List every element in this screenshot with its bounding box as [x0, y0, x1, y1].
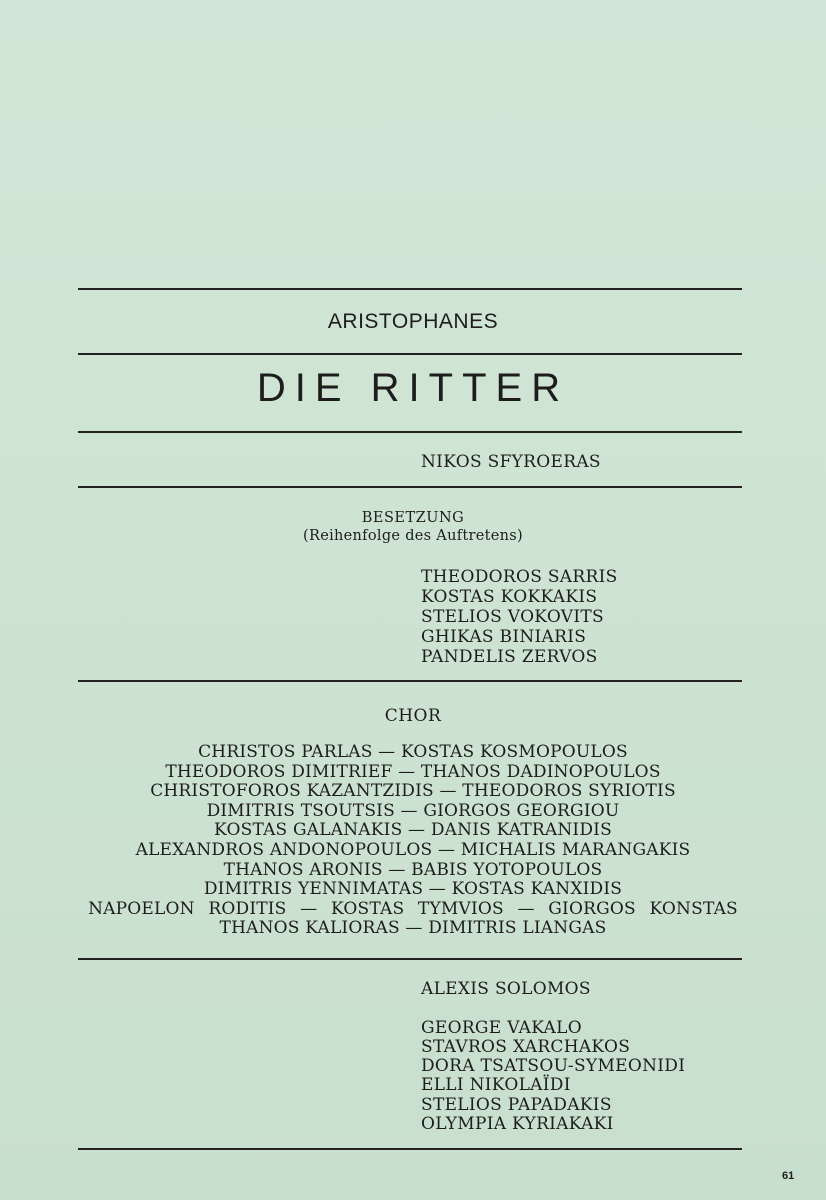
- crew-name: GEORGE VAKALO: [421, 1018, 582, 1038]
- crew-name: ELLI NIKOLAÏDI: [421, 1075, 571, 1095]
- divider: [78, 288, 742, 290]
- divider: [78, 486, 742, 488]
- page-title: DIE RITTER: [256, 366, 570, 410]
- chorus-line: CHRISTOS PARLAS — KOSTAS KOSMOPOULOS: [198, 742, 628, 762]
- divider: [78, 680, 742, 682]
- crew-name: STELIOS PAPADAKIS: [421, 1095, 612, 1115]
- cast-actor: PANDELIS ZERVOS: [421, 647, 598, 667]
- chorus-line: THANOS ARONIS — BABIS YOTOPOULOS: [223, 859, 603, 880]
- divider: [78, 431, 742, 433]
- divider: [78, 353, 742, 355]
- chorus-heading: CHOR: [384, 706, 442, 726]
- crew-name: OLYMPIA KYRIAKAKI: [421, 1114, 614, 1134]
- cast-heading: BESETZUNG: [361, 510, 465, 526]
- chorus-list: [60, 743, 766, 939]
- cast-actor: KOSTAS KOKKAKIS: [421, 587, 598, 607]
- chorus-line: THEODOROS DIMITRIEF — THANOS DADINOPOULOS: [165, 761, 661, 782]
- cast-actor: GHIKAS BINIARIS: [421, 627, 587, 647]
- cast-subheading: (Reihenfolge des Auftretens): [303, 528, 523, 544]
- crew-name: DORA TSATSOU-SYMEONIDI: [421, 1056, 686, 1076]
- translation-value: NIKOS SFYROERAS: [421, 452, 601, 472]
- cast-actor: THEODOROS SARRIS: [421, 567, 618, 587]
- chorus-line: DIMITRIS TSOUTSIS — GIORGOS GEORGIOU: [206, 800, 620, 821]
- divider: [78, 1148, 742, 1150]
- chorus-line: CHRISTOFOROS KAZANTZIDIS — THEODOROS SYRIOTIS: [150, 781, 676, 802]
- chorus-line: THANOS KALIORAS — DIMITRIS LIANGAS: [219, 918, 607, 939]
- author: ARISTOPHANES: [327, 310, 499, 333]
- direction-value: ALEXIS SOLOMOS: [421, 979, 591, 999]
- chorus-line: KOSTAS GALANAKIS — DANIS KATRANIDIS: [214, 820, 612, 841]
- divider: [78, 958, 742, 960]
- page-number: 61: [782, 1170, 795, 1182]
- chorus-line: DIMITRIS YENNIMATAS — KOSTAS KANXIDIS: [203, 879, 623, 900]
- chorus-line: ALEXANDROS ANDONOPOULOS — MICHALIS MARANGAKIS: [135, 839, 691, 860]
- crew-name: STAVROS XARCHAKOS: [421, 1037, 631, 1057]
- cast-actor: STELIOS VOKOVITS: [421, 607, 604, 627]
- chorus-line: NAPOELON RODITIS — KOSTAS TYMVIOS — GIORGOS KONSTAS: [88, 898, 738, 919]
